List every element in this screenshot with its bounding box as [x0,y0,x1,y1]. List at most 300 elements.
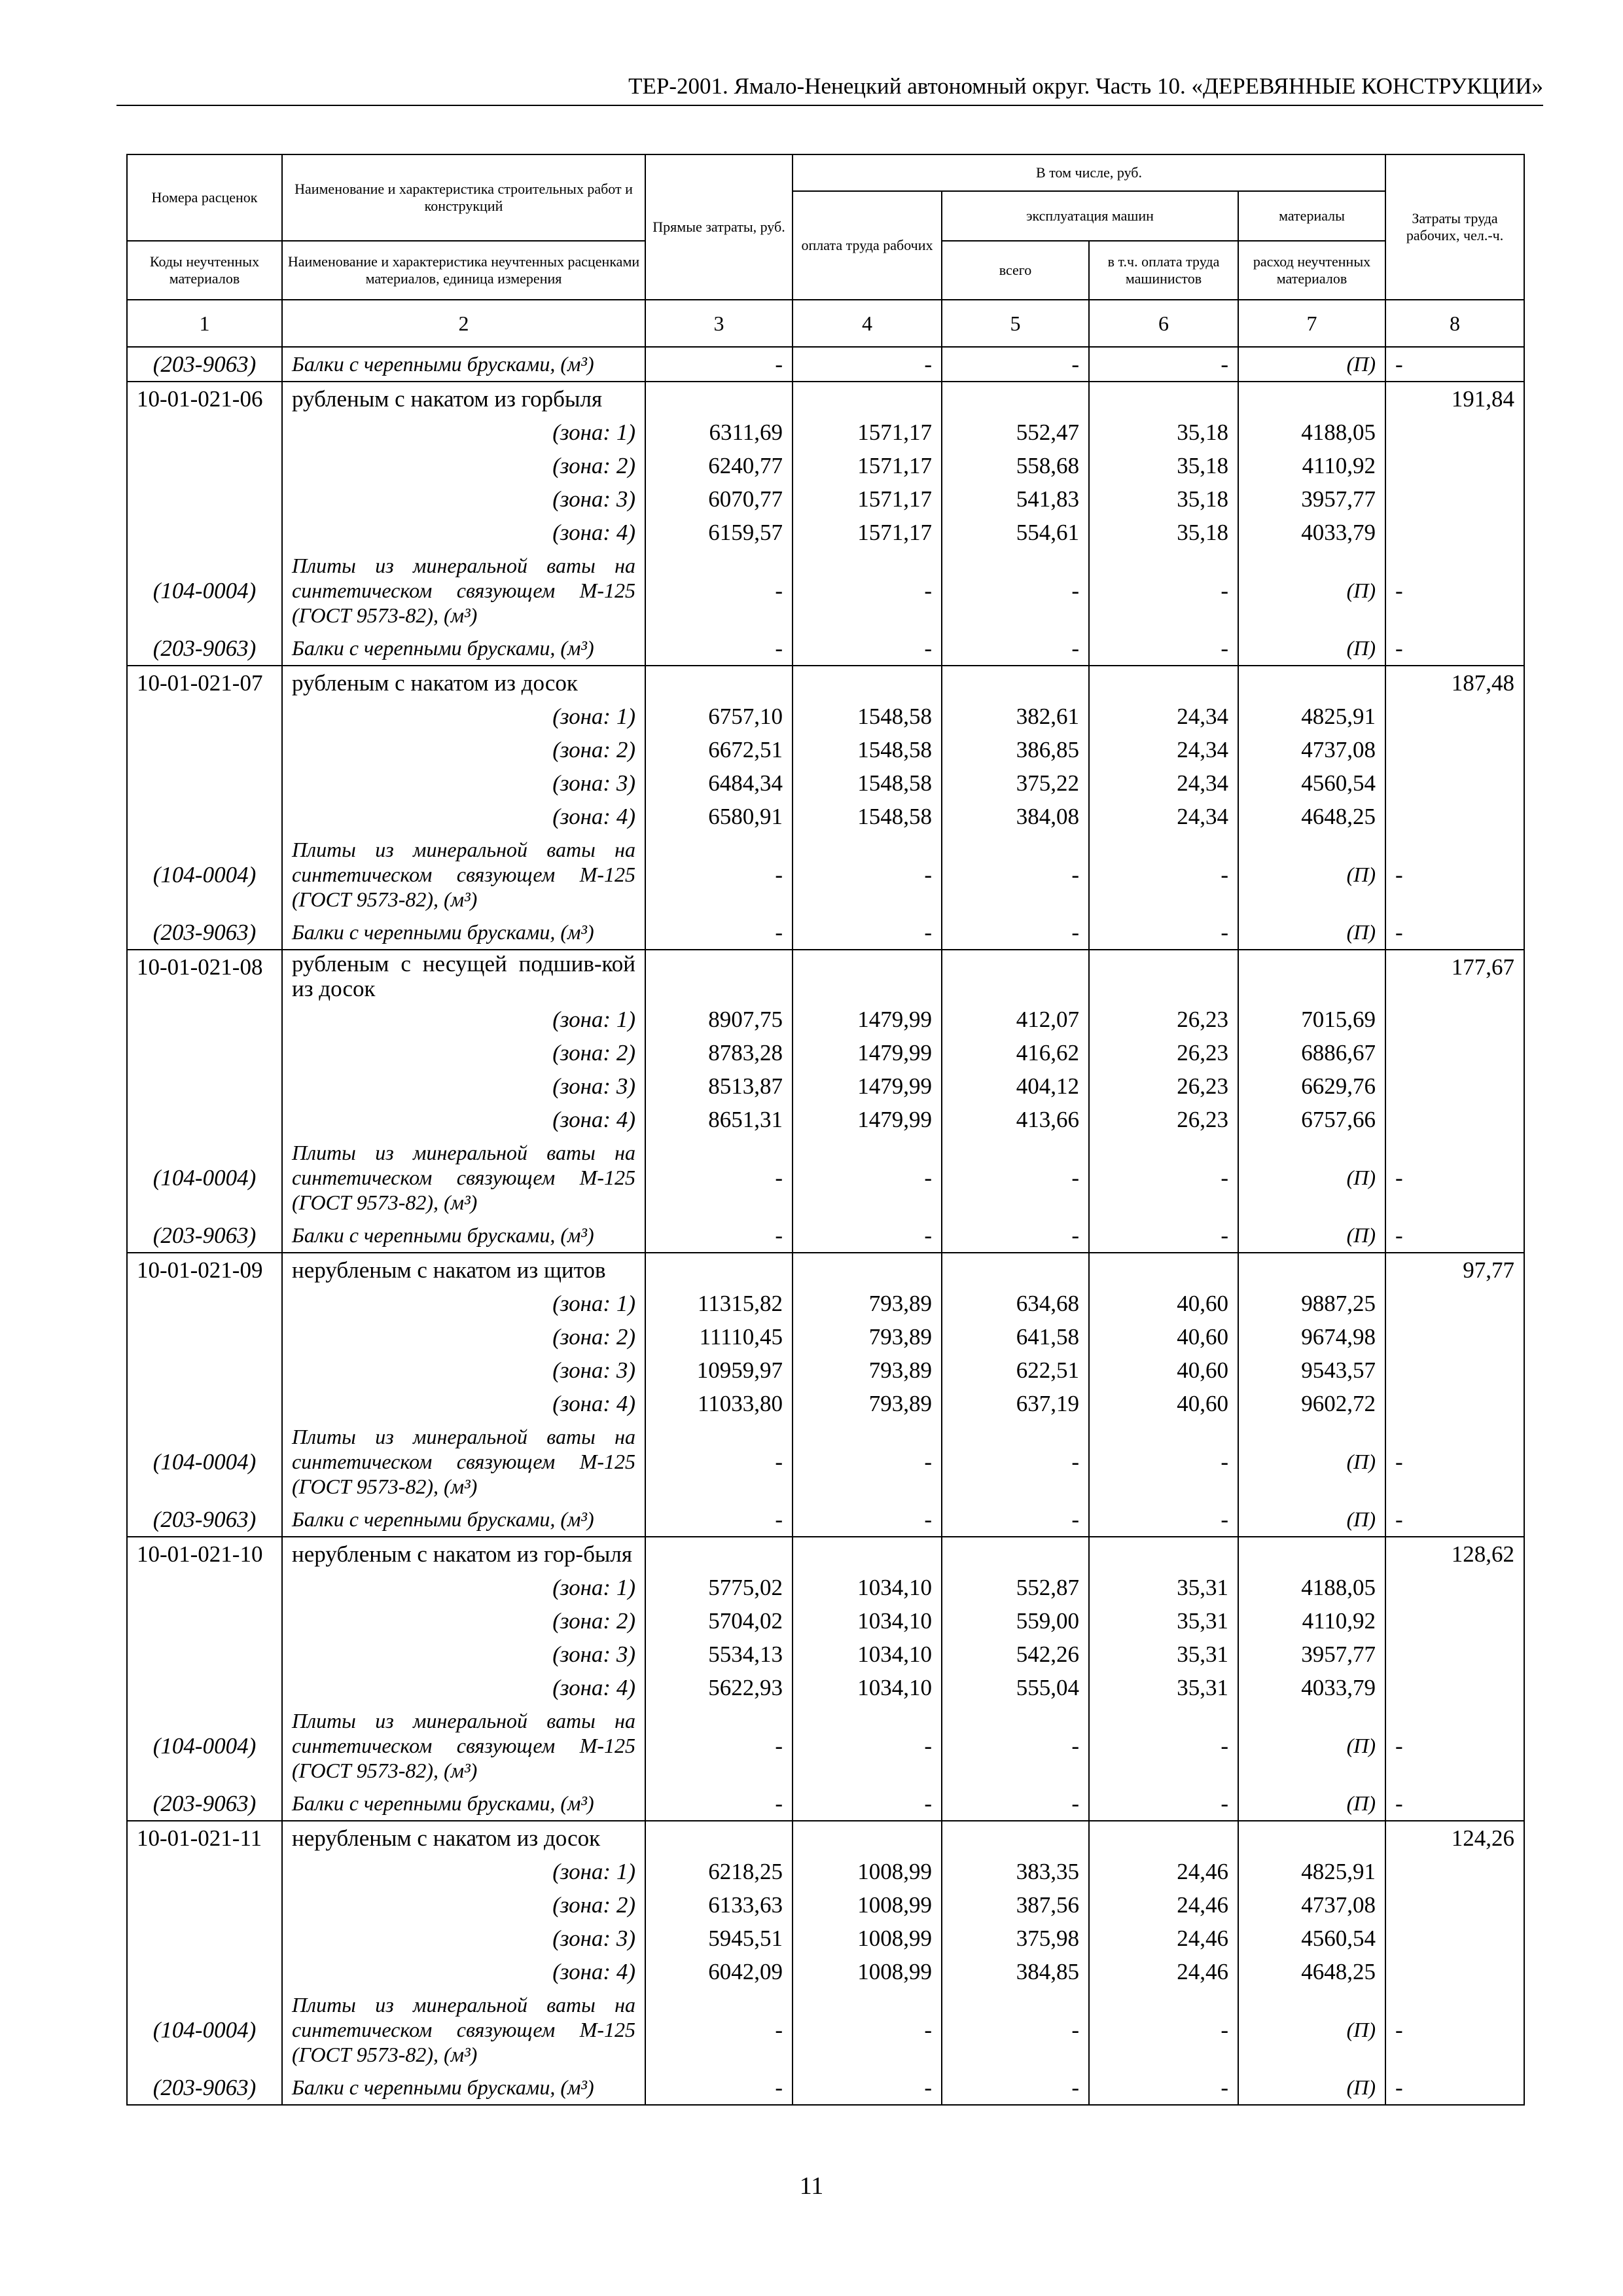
material-name: Плиты из минеральной ваты на синтетическом связующем М-125 (ГОСТ 9573-82), (м³) [282,833,645,916]
zone-machinist-wages: 24,46 [1089,1955,1238,1988]
empty-cell [1385,1571,1524,1604]
zone-row [127,1287,1524,1320]
zone-row [127,1855,1524,1888]
empty-cell [1385,1888,1524,1922]
material-unaccounted: (П) [1238,1420,1385,1503]
material-direct-costs: - [645,1420,793,1503]
zone-row [127,1955,1524,1988]
material-machines-total: - [942,1136,1089,1219]
material-labor: - [1385,1704,1524,1787]
zone-row [127,1638,1524,1671]
head-material-codes: Коды неучтенных материалов [127,241,282,300]
empty-cell [1385,1103,1524,1136]
zone-wages: 1034,10 [793,1604,942,1638]
zone-machines-total: 634,68 [942,1287,1089,1320]
material-direct-costs: - [645,1704,793,1787]
rates-table [126,154,1525,2106]
zone-direct-costs: 11033,80 [645,1387,793,1420]
zone-machines-total: 382,61 [942,700,1089,733]
zone-machinist-wages: 24,46 [1089,1922,1238,1955]
material-direct-costs: - [645,833,793,916]
zone-machinist-wages: 40,60 [1089,1354,1238,1387]
rate-title-row [127,1821,1524,1855]
material-unaccounted: (П) [1238,1219,1385,1253]
head-work-name: Наименование и характеристика строительных работ и конструкций [282,154,645,241]
material-unaccounted: (П) [1238,1988,1385,2071]
zone-machinist-wages: 35,18 [1089,449,1238,482]
empty-cell [1385,733,1524,766]
zone-label: (зона: 2) [282,733,645,766]
zone-machinist-wages: 40,60 [1089,1320,1238,1354]
zone-machines-total: 387,56 [942,1888,1089,1922]
zone-wages: 1034,10 [793,1638,942,1671]
zone-direct-costs: 6133,63 [645,1888,793,1922]
zone-materials: 4188,05 [1238,416,1385,449]
rate-labor: 187,48 [1385,666,1524,700]
zone-machinist-wages: 26,23 [1089,1036,1238,1069]
rate-labor: 177,67 [1385,950,1524,1003]
empty-cell [127,1320,282,1354]
material-direct-costs: - [645,1503,793,1537]
empty-cell [1385,1604,1524,1638]
material-labor: - [1385,632,1524,666]
material-name: Балки с черепными брусками, (м³) [282,1787,645,1821]
material-machinist-wages: - [1089,916,1238,950]
zone-machinist-wages: 35,18 [1089,516,1238,549]
material-name: Балки с черепными брусками, (м³) [282,1503,645,1537]
material-labor: - [1385,833,1524,916]
zone-materials: 7015,69 [1238,1003,1385,1036]
material-machinist-wages: - [1089,1988,1238,2071]
zone-direct-costs: 10959,97 [645,1354,793,1387]
empty-cell [127,1671,282,1704]
zone-materials: 4110,92 [1238,1604,1385,1638]
material-name: Балки с черепными брусками, (м³) [282,2071,645,2105]
material-direct-costs: - [645,632,793,666]
empty-cell [793,1821,942,1855]
zone-wages: 1571,17 [793,449,942,482]
material-unaccounted: (П) [1238,916,1385,950]
empty-cell [127,700,282,733]
empty-cell [127,1287,282,1320]
rate-title-row [127,1537,1524,1571]
empty-cell [127,1888,282,1922]
zone-label: (зона: 3) [282,1638,645,1671]
empty-cell [1385,1855,1524,1888]
zone-row [127,1387,1524,1420]
zone-materials: 4033,79 [1238,516,1385,549]
material-code: (104-0004) [127,1420,282,1503]
zone-row [127,1604,1524,1638]
zone-machinist-wages: 35,31 [1089,1638,1238,1671]
material-wages: - [793,1503,942,1537]
zone-label: (зона: 2) [282,449,645,482]
empty-cell [1385,1320,1524,1354]
material-machinist-wages: - [1089,1420,1238,1503]
head-machines: эксплуатация машин [942,191,1238,241]
empty-cell [1385,700,1524,733]
material-name: Балки с черепными брусками, (м³) [282,632,645,666]
zone-machinist-wages: 26,23 [1089,1103,1238,1136]
zone-row [127,766,1524,800]
material-code: (104-0004) [127,1136,282,1219]
empty-cell [1089,950,1238,1003]
material-machines-total: - [942,2071,1089,2105]
material-machines-total: - [942,1787,1089,1821]
empty-cell [942,382,1089,416]
zone-direct-costs: 8783,28 [645,1036,793,1069]
zone-label: (зона: 1) [282,416,645,449]
zone-direct-costs: 6218,25 [645,1855,793,1888]
zone-direct-costs: 8907,75 [645,1003,793,1036]
empty-cell [127,1855,282,1888]
empty-cell [793,1537,942,1571]
empty-cell [1089,382,1238,416]
material-wages: - [793,347,942,382]
material-row [127,1704,1524,1787]
empty-cell [1089,1537,1238,1571]
zone-materials: 4648,25 [1238,1955,1385,1988]
material-labor: - [1385,1136,1524,1219]
zone-materials: 4825,91 [1238,1855,1385,1888]
head-wages: оплата труда рабочих [793,191,942,300]
material-name: Плиты из минеральной ваты на синтетическом связующем М-125 (ГОСТ 9573-82), (м³) [282,1136,645,1219]
zone-direct-costs: 8513,87 [645,1069,793,1103]
empty-cell [1385,1387,1524,1420]
material-machines-total: - [942,347,1089,382]
material-direct-costs: - [645,347,793,382]
rate-title: нерубленым с накатом из гор-быля [282,1537,645,1571]
zone-direct-costs: 6484,34 [645,766,793,800]
zone-wages: 1479,99 [793,1036,942,1069]
material-wages: - [793,549,942,632]
zone-label: (зона: 1) [282,1287,645,1320]
head-rate-numbers: Номера расценок [127,154,282,241]
zone-row [127,416,1524,449]
zone-label: (зона: 3) [282,766,645,800]
zone-direct-costs: 5945,51 [645,1922,793,1955]
material-labor: - [1385,1219,1524,1253]
material-name: Плиты из минеральной ваты на синтетическом связующем М-125 (ГОСТ 9573-82), (м³) [282,1988,645,2071]
zone-direct-costs: 6757,10 [645,700,793,733]
empty-cell [127,800,282,833]
empty-cell [1385,516,1524,549]
head-unaccounted-materials: расход неучтенных материалов [1238,241,1385,300]
material-wages: - [793,2071,942,2105]
material-machines-total: - [942,1503,1089,1537]
zone-label: (зона: 3) [282,1922,645,1955]
material-code: (203-9063) [127,2071,282,2105]
zone-machinist-wages: 26,23 [1089,1003,1238,1036]
head-material-names: Наименование и характеристика неучтенных расценками материалов, единица измерения [282,241,645,300]
material-row [127,1787,1524,1821]
material-wages: - [793,1219,942,1253]
zone-row [127,1922,1524,1955]
zone-materials: 6886,67 [1238,1036,1385,1069]
zone-machines-total: 555,04 [942,1671,1089,1704]
zone-machines-total: 542,26 [942,1638,1089,1671]
column-number: 6 [1089,300,1238,347]
zone-machinist-wages: 24,34 [1089,800,1238,833]
zone-machines-total: 559,00 [942,1604,1089,1638]
material-labor: - [1385,1787,1524,1821]
zone-machines-total: 384,85 [942,1955,1089,1988]
zone-label: (зона: 1) [282,700,645,733]
empty-cell [1385,1036,1524,1069]
empty-cell [127,1955,282,1988]
empty-cell [1238,1253,1385,1287]
material-machinist-wages: - [1089,1787,1238,1821]
material-machines-total: - [942,1219,1089,1253]
zone-machinist-wages: 35,18 [1089,416,1238,449]
zone-direct-costs: 6311,69 [645,416,793,449]
rate-code: 10-01-021-07 [127,666,282,700]
empty-cell [127,1571,282,1604]
head-materials: материалы [1238,191,1385,241]
zone-wages: 793,89 [793,1287,942,1320]
head-machinist-wages: в т.ч. оплата труда машинистов [1089,241,1238,300]
material-unaccounted: (П) [1238,833,1385,916]
material-machines-total: - [942,1704,1089,1787]
zone-machinist-wages: 26,23 [1089,1069,1238,1103]
page-number: 11 [799,2172,824,2200]
zone-wages: 1548,58 [793,766,942,800]
empty-cell [645,1253,793,1287]
zone-machines-total: 641,58 [942,1320,1089,1354]
zone-label: (зона: 2) [282,1320,645,1354]
material-unaccounted: (П) [1238,1704,1385,1787]
material-row [127,2071,1524,2105]
material-machinist-wages: - [1089,549,1238,632]
head-machines-total: всего [942,241,1089,300]
empty-cell [127,416,282,449]
material-machines-total: - [942,549,1089,632]
zone-wages: 1008,99 [793,1855,942,1888]
material-code: (203-9063) [127,1787,282,1821]
empty-cell [1089,1821,1238,1855]
zone-row [127,1671,1524,1704]
head-direct-costs: Прямые затраты, руб. [645,154,793,300]
empty-cell [942,1821,1089,1855]
empty-cell [1385,1287,1524,1320]
material-labor: - [1385,2071,1524,2105]
zone-materials: 4648,25 [1238,800,1385,833]
column-number: 4 [793,300,942,347]
zone-label: (зона: 4) [282,1671,645,1704]
rate-labor: 191,84 [1385,382,1524,416]
material-labor: - [1385,347,1524,382]
material-wages: - [793,1704,942,1787]
zone-label: (зона: 4) [282,1387,645,1420]
material-row [127,549,1524,632]
zone-machines-total: 554,61 [942,516,1089,549]
zone-materials: 4188,05 [1238,1571,1385,1604]
empty-cell [1385,766,1524,800]
material-row [127,833,1524,916]
zone-wages: 1034,10 [793,1571,942,1604]
zone-wages: 1548,58 [793,800,942,833]
material-direct-costs: - [645,1787,793,1821]
empty-cell [1385,449,1524,482]
table-body [127,347,1524,2105]
head-including: В том числе, руб. [793,154,1385,191]
zone-wages: 1008,99 [793,1955,942,1988]
zone-materials: 6629,76 [1238,1069,1385,1103]
material-code: (203-9063) [127,1503,282,1537]
empty-cell [127,449,282,482]
zone-machinist-wages: 35,31 [1089,1571,1238,1604]
material-machinist-wages: - [1089,1704,1238,1787]
zone-label: (зона: 2) [282,1888,645,1922]
material-machinist-wages: - [1089,2071,1238,2105]
empty-cell [645,382,793,416]
empty-cell [127,1003,282,1036]
empty-cell [1385,1955,1524,1988]
zone-label: (зона: 3) [282,1354,645,1387]
material-unaccounted: (П) [1238,1503,1385,1537]
zone-machinist-wages: 24,46 [1089,1888,1238,1922]
zone-row [127,1103,1524,1136]
zone-wages: 1548,58 [793,733,942,766]
zone-direct-costs: 11315,82 [645,1287,793,1320]
material-wages: - [793,1136,942,1219]
material-row [127,1988,1524,2071]
material-machinist-wages: - [1089,1503,1238,1537]
empty-cell [127,1354,282,1387]
zone-direct-costs: 5622,93 [645,1671,793,1704]
zone-row [127,733,1524,766]
zone-machines-total: 637,19 [942,1387,1089,1420]
head-labor-costs: Затраты труда рабочих, чел.-ч. [1385,154,1524,300]
material-row [127,347,1524,382]
empty-cell [942,1537,1089,1571]
zone-materials: 4737,08 [1238,733,1385,766]
zone-machinist-wages: 24,34 [1089,766,1238,800]
rate-title-row [127,950,1524,1003]
column-number: 2 [282,300,645,347]
empty-cell [793,382,942,416]
empty-cell [942,1253,1089,1287]
material-name: Балки с черепными брусками, (м³) [282,347,645,382]
material-wages: - [793,1988,942,2071]
zone-machines-total: 375,98 [942,1922,1089,1955]
material-machines-total: - [942,1988,1089,2071]
material-labor: - [1385,1503,1524,1537]
zone-wages: 1571,17 [793,482,942,516]
column-number: 5 [942,300,1089,347]
empty-cell [127,766,282,800]
empty-cell [127,1604,282,1638]
material-direct-costs: - [645,1219,793,1253]
zone-label: (зона: 1) [282,1003,645,1036]
empty-cell [127,733,282,766]
empty-cell [645,1537,793,1571]
zone-materials: 6757,66 [1238,1103,1385,1136]
zone-machinist-wages: 24,46 [1089,1855,1238,1888]
empty-cell [127,1638,282,1671]
empty-cell [1238,382,1385,416]
material-labor: - [1385,1420,1524,1503]
empty-cell [127,1036,282,1069]
material-code: (104-0004) [127,1988,282,2071]
material-machines-total: - [942,1420,1089,1503]
zone-wages: 793,89 [793,1320,942,1354]
empty-cell [1089,666,1238,700]
rate-code: 10-01-021-10 [127,1537,282,1571]
zone-machines-total: 384,08 [942,800,1089,833]
empty-cell [127,1922,282,1955]
material-row [127,1219,1524,1253]
zone-machines-total: 386,85 [942,733,1089,766]
material-labor: - [1385,549,1524,632]
material-code: (104-0004) [127,833,282,916]
rate-title: нерубленым с накатом из досок [282,1821,645,1855]
column-numbers-row [127,300,1524,347]
material-unaccounted: (П) [1238,632,1385,666]
material-row [127,1420,1524,1503]
zone-direct-costs: 5534,13 [645,1638,793,1671]
material-wages: - [793,833,942,916]
material-unaccounted: (П) [1238,2071,1385,2105]
zone-materials: 9543,57 [1238,1354,1385,1387]
zone-label: (зона: 3) [282,1069,645,1103]
material-row [127,1503,1524,1537]
empty-cell [1385,1354,1524,1387]
zone-row [127,1069,1524,1103]
zone-machines-total: 541,83 [942,482,1089,516]
empty-cell [1385,1069,1524,1103]
zone-wages: 1479,99 [793,1103,942,1136]
rate-title-row [127,666,1524,700]
empty-cell [1238,950,1385,1003]
empty-cell [127,1103,282,1136]
empty-cell [127,516,282,549]
zone-label: (зона: 2) [282,1604,645,1638]
zone-wages: 1571,17 [793,416,942,449]
column-number: 3 [645,300,793,347]
material-name: Плиты из минеральной ваты на синтетическом связующем М-125 (ГОСТ 9573-82), (м³) [282,549,645,632]
material-machinist-wages: - [1089,632,1238,666]
material-direct-costs: - [645,1988,793,2071]
zone-machinist-wages: 40,60 [1089,1287,1238,1320]
zone-materials: 4110,92 [1238,449,1385,482]
empty-cell [645,666,793,700]
zone-row [127,1888,1524,1922]
empty-cell [1238,666,1385,700]
zone-label: (зона: 4) [282,516,645,549]
material-row [127,916,1524,950]
zone-direct-costs: 5775,02 [645,1571,793,1604]
material-labor: - [1385,1988,1524,2071]
material-direct-costs: - [645,916,793,950]
empty-cell [645,950,793,1003]
column-number: 7 [1238,300,1385,347]
empty-cell [127,1069,282,1103]
empty-cell [1385,416,1524,449]
empty-cell [1385,1671,1524,1704]
material-unaccounted: (П) [1238,549,1385,632]
material-machines-total: - [942,916,1089,950]
zone-direct-costs: 11110,45 [645,1320,793,1354]
empty-cell [127,1387,282,1420]
zone-wages: 1479,99 [793,1003,942,1036]
zone-materials: 9602,72 [1238,1387,1385,1420]
zone-label: (зона: 4) [282,1103,645,1136]
material-code: (104-0004) [127,549,282,632]
zone-machinist-wages: 35,18 [1089,482,1238,516]
material-machines-total: - [942,632,1089,666]
rate-code: 10-01-021-08 [127,950,282,1003]
